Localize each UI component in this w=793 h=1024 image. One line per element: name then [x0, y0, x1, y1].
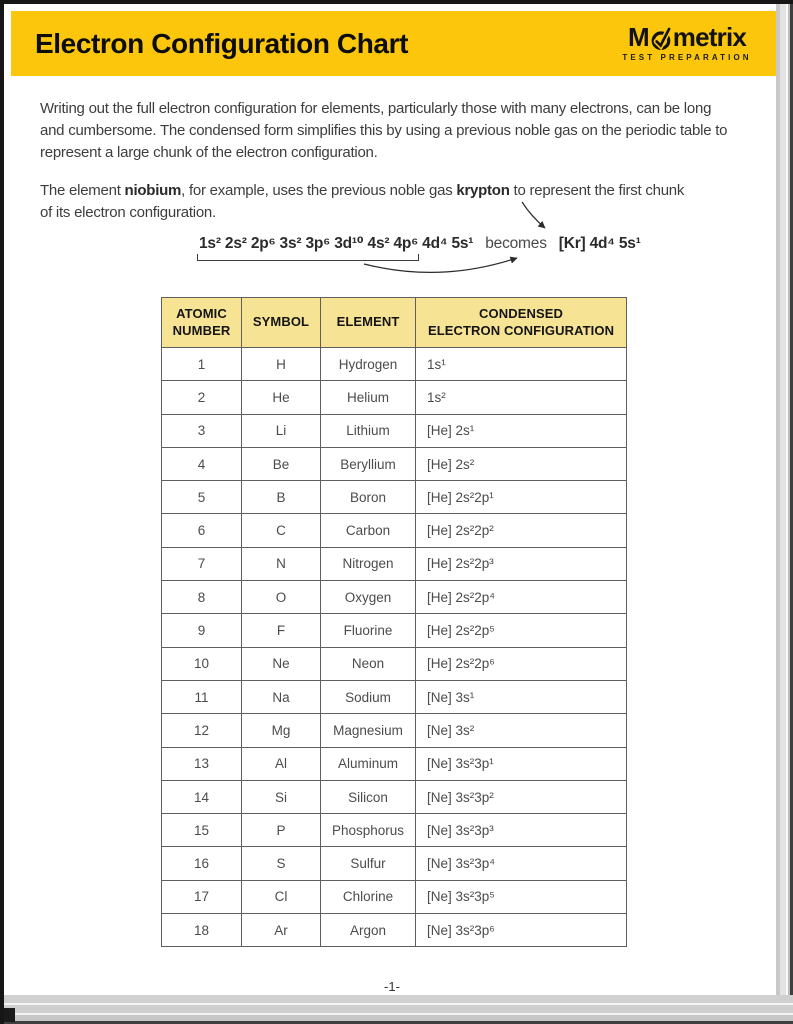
atomic-number-cell: 2 [162, 381, 242, 414]
symbol-cell: O [242, 581, 321, 614]
atomic-number-cell: 7 [162, 547, 242, 580]
config-cell: 1s² [416, 381, 627, 414]
atomic-number-cell: 9 [162, 614, 242, 647]
intro-line: and cumbersome. The condensed form simplifies this by using a previous noble gas on the periodic table to [40, 121, 728, 139]
page-number: -1- [384, 979, 400, 994]
table-row [162, 614, 627, 647]
element-cell: Silicon [321, 780, 416, 813]
table-row [162, 847, 627, 880]
symbol-cell: Si [242, 780, 321, 813]
element-cell: Nitrogen [321, 547, 416, 580]
table-header-row [162, 298, 627, 348]
text-segment: The element [40, 182, 125, 199]
element-cell: Chlorine [321, 880, 416, 913]
table-row [162, 447, 627, 480]
config-cell: [He] 2s²2p⁶ [416, 647, 627, 680]
table-row [162, 514, 627, 547]
symbol-cell: Mg [242, 714, 321, 747]
atomic-number-cell: 4 [162, 447, 242, 480]
title-banner [11, 11, 776, 76]
column-header-condensed-configuration: CONDENSED ELECTRON CONFIGURATION [416, 298, 627, 348]
atomic-number-cell: 18 [162, 914, 242, 947]
mometrix-wordmark [616, 24, 758, 50]
atomic-number-cell: 11 [162, 680, 242, 713]
scan-corner-mark [4, 1008, 15, 1022]
atomic-number-cell: 6 [162, 514, 242, 547]
intro-line: Writing out the full electron configuration for elements, particularly those with many electrons, can be long [40, 100, 712, 117]
configuration-tail: 4d⁴ 5s¹ [418, 235, 474, 252]
condensed-configuration: [Kr] 4d⁴ 5s¹ [558, 235, 641, 252]
niobium-bold: niobium [124, 182, 182, 199]
symbol-cell: C [242, 514, 321, 547]
table-row [162, 914, 627, 947]
table-row [162, 714, 627, 747]
table-row [162, 547, 627, 580]
config-cell: [He] 2s² [416, 447, 627, 480]
electron-configuration-table [161, 297, 627, 947]
config-cell: [He] 2s²2p⁵ [416, 614, 627, 647]
mometrix-logo [616, 24, 758, 62]
table-row [162, 414, 627, 447]
table-row [162, 481, 627, 514]
symbol-cell: Na [242, 680, 321, 713]
wordmark-metrix: metrix [672, 22, 747, 52]
full-configuration [199, 234, 418, 253]
element-cell: Oxygen [321, 581, 416, 614]
table-row [162, 747, 627, 780]
table-row [162, 581, 627, 614]
table-row [162, 814, 627, 847]
checkmark-circle-icon [650, 25, 672, 52]
example-line [40, 180, 684, 202]
wordmark-m: M [627, 22, 649, 52]
text-segment: to represent the first chunk [509, 182, 685, 199]
config-cell: [He] 2s²2p¹ [416, 481, 627, 514]
config-cell: [Ne] 3s²3p¹ [416, 747, 627, 780]
symbol-cell: Cl [242, 880, 321, 913]
element-cell: Hydrogen [321, 348, 416, 381]
table-row [162, 348, 627, 381]
element-cell: Helium [321, 381, 416, 414]
under-bracket [197, 254, 419, 261]
element-cell: Sodium [321, 680, 416, 713]
symbol-cell: Al [242, 747, 321, 780]
logo-tagline: TEST PREPARATION [622, 53, 752, 62]
config-cell: [Ne] 3s²3p⁴ [416, 847, 627, 880]
element-cell: Lithium [321, 414, 416, 447]
config-cell: [He] 2s²2p⁴ [416, 581, 627, 614]
symbol-cell: F [242, 614, 321, 647]
column-header-symbol: SYMBOL [242, 298, 321, 348]
symbol-cell: Li [242, 414, 321, 447]
symbol-cell: B [242, 481, 321, 514]
example-paragraph [40, 180, 684, 224]
example-line: of its electron configuration. [40, 203, 216, 221]
config-cell: [He] 2s¹ [416, 414, 627, 447]
config-cell: [Ne] 3s²3p² [416, 780, 627, 813]
config-cell: [Ne] 3s²3p⁶ [416, 914, 627, 947]
config-cell: [Ne] 3s²3p³ [416, 814, 627, 847]
element-cell: Aluminum [321, 747, 416, 780]
symbol-cell: Be [242, 447, 321, 480]
element-cell: Carbon [321, 514, 416, 547]
element-cell: Magnesium [321, 714, 416, 747]
element-cell: Beryllium [321, 447, 416, 480]
element-cell: Sulfur [321, 847, 416, 880]
atomic-number-cell: 10 [162, 647, 242, 680]
element-cell: Phosphorus [321, 814, 416, 847]
page-title: Electron Configuration Chart [35, 28, 409, 59]
table-row [162, 381, 627, 414]
symbol-cell: He [242, 381, 321, 414]
element-cell: Boron [321, 481, 416, 514]
symbol-cell: Ne [242, 647, 321, 680]
config-cell: [Ne] 3s²3p⁵ [416, 880, 627, 913]
symbol-cell: H [242, 348, 321, 381]
symbol-cell: P [242, 814, 321, 847]
atomic-number-cell: 16 [162, 847, 242, 880]
atomic-number-cell: 3 [162, 414, 242, 447]
column-header-element: ELEMENT [321, 298, 416, 348]
element-cell: Argon [321, 914, 416, 947]
config-cell: [Ne] 3s¹ [416, 680, 627, 713]
configuration-formula [199, 234, 641, 253]
table-row [162, 880, 627, 913]
table-row [162, 647, 627, 680]
element-cell: Neon [321, 647, 416, 680]
config-cell: [Ne] 3s² [416, 714, 627, 747]
config-cell: 1s¹ [416, 348, 627, 381]
intro-line: represent a large chunk of the electron configuration. [40, 143, 378, 161]
atomic-number-cell: 8 [162, 581, 242, 614]
atomic-number-cell: 13 [162, 747, 242, 780]
column-header-atomic-number: ATOMIC NUMBER [162, 298, 242, 348]
atomic-number-cell: 14 [162, 780, 242, 813]
symbol-cell: Ar [242, 914, 321, 947]
text-segment: , for example, uses the previous noble gas [181, 182, 457, 199]
intro-paragraph [40, 98, 727, 163]
table-row [162, 780, 627, 813]
symbol-cell: N [242, 547, 321, 580]
krypton-bold: krypton [456, 182, 510, 199]
page-stack-edge-right [776, 4, 793, 1024]
element-cell: Fluorine [321, 614, 416, 647]
bracketed-configuration-text: 1s² 2s² 2p⁶ 3s² 3p⁶ 3d¹⁰ 4s² 4p⁶ [199, 235, 419, 252]
atomic-number-cell: 5 [162, 481, 242, 514]
config-cell: [He] 2s²2p³ [416, 547, 627, 580]
config-cell: [He] 2s²2p² [416, 514, 627, 547]
table-row [162, 680, 627, 713]
page-stack-edge-bottom [4, 995, 793, 1024]
symbol-cell: S [242, 847, 321, 880]
atomic-number-cell: 17 [162, 880, 242, 913]
atomic-number-cell: 15 [162, 814, 242, 847]
becomes-label: becomes [485, 235, 547, 252]
atomic-number-cell: 1 [162, 348, 242, 381]
atomic-number-cell: 12 [162, 714, 242, 747]
